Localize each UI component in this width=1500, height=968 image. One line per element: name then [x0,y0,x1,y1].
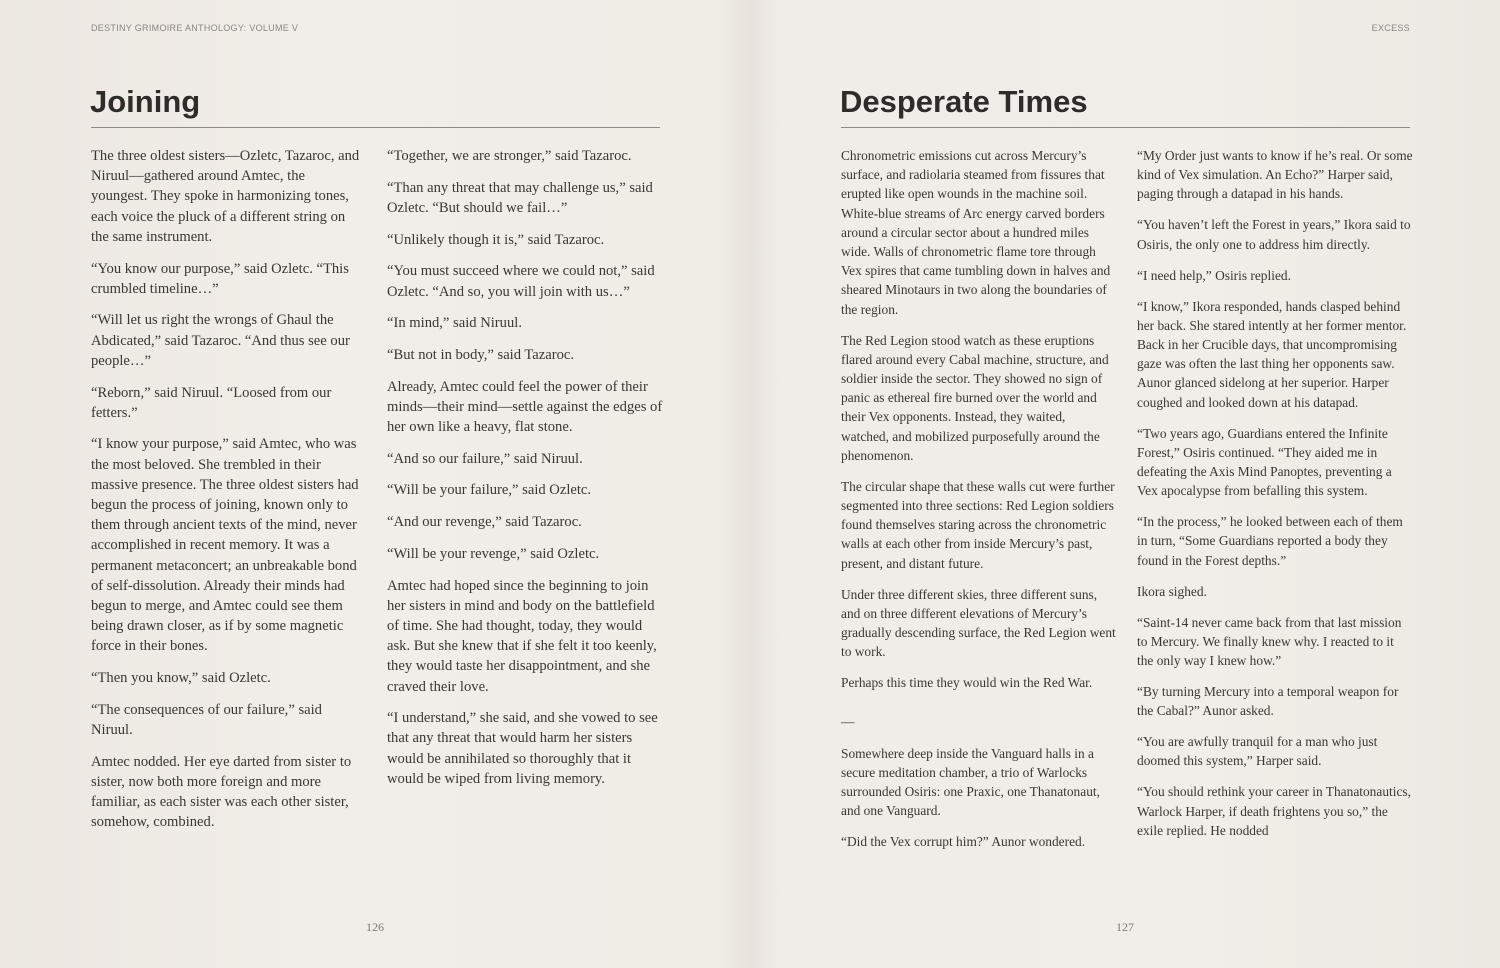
paragraph: Somewhere deep inside the Vanguard halls in a secure meditation chamber, a trio of Warlocks surrounded Osiris: one Praxic, one Thanatonaut, and one Vanguard. [841,745,1100,819]
paragraph: “And so our failure,” said Niruul. [387,450,583,467]
title-divider-left [91,127,660,128]
page-number-right: 127 [1116,920,1134,934]
running-head-left: DESTINY GRIMOIRE ANTHOLOGY: VOLUME V [91,23,299,33]
paragraph: “Unlikely though it is,” said Tazaroc. [387,231,605,248]
paragraph: “And our revenge,” said Tazaroc. [387,514,582,531]
paragraph: The three oldest sisters—Ozletc, Tazaroc, and Niruul—gathered around Amtec, the youngest. They spoke in harmonizing tones, each voice the pluck of a different string on the same instrument. [91,148,360,245]
paragraph: “Then you know,” said Ozletc. [91,670,271,687]
paragraph: “Together, we are stronger,” said Tazaroc. [387,148,632,164]
paragraph: “Than any threat that may challenge us,” said Ozletc. “But should we fail…” [387,179,653,216]
paragraph: “You should rethink your career in Thanatonautics, Warlock Harper, if death frightens you so,” the exile replied. He nodded [1137,784,1411,838]
paragraph: “You haven’t left the Forest in years,” Ikora said to Osiris, the only one to address him directly. [1137,217,1411,252]
paragraph: “I know,” Ikora responded, hands clasped behind her back. She stared intently at her former mentor. Back in her Crucible days, that uncompromising gaze was often the last thing her opponents saw. Aunor glanced sidelong at her superior. Harper coughed and looked down at his datapad. [1137,298,1407,410]
paragraph: Perhaps this time they would win the Red War. [841,675,1093,691]
paragraph: Amtec had hoped since the beginning to join her sisters in mind and body on the battlefield of time. She had thought, today, they would ask. But she knew that if she felt it too keenly, they would taste her disappointment, and she craved their love. [387,577,657,695]
paragraph: “Did the Vex corrupt him?” Aunor wondered. [841,834,1086,850]
paragraph: “I understand,” she said, and she vowed to see that any threat that would harm her sisters would be annihilated so thoroughly that it would be wiped from living memory. [387,710,658,787]
paragraph: “You must succeed where we could not,” said Ozletc. “And so, you will join with us…” [387,263,655,300]
paragraph: “Will be your failure,” said Ozletc. [387,482,592,499]
paragraph: “Saint-14 never came back from that last mission to Mercury. We finally knew why. I reacted to it the only way I knew how.” [1137,614,1402,669]
paragraph: “You know our purpose,” said Ozletc. “This crumbled timeline…” [91,260,349,297]
paragraph: “Reborn,” said Niruul. “Loosed from our fetters.” [91,384,332,421]
paragraph: “You are awfully tranquil for a man who just doomed this system,” Harper said. [1137,734,1378,769]
paragraph: “Two years ago, Guardians entered the Infinite Forest,” Osiris continued. “They aided me in defeating the Axis Mind Panoptes, preventing a Vex apocalypse from befalling this system. [1137,425,1392,499]
section-break-dash: — [841,714,855,730]
running-head-right: EXCESS [1371,23,1410,33]
paragraph: “My Order just wants to know if he’s real. Or some kind of Vex simulation. An Echo?” Harper said, paging through a datapad in his hands. [1137,148,1413,202]
page-number-left: 126 [366,920,384,934]
paragraph: “The consequences of our failure,” said Niruul. [91,701,322,739]
left-page-column-1 [91,146,363,844]
paragraph: “Will be your revenge,” said Ozletc. [387,545,600,562]
page-title-desperate-times: Desperate Times [840,84,1088,119]
paragraph: The Red Legion stood watch as these eruptions flared around every Cabal machine, structure, and soldier inside the sector. They showed no sign of panic as ethereal fire burned over the world and their Vex opponents. Instead, they waited, watched, and mobilized purposefully around the phenomenon. [841,332,1109,463]
title-divider-right [841,127,1410,128]
paragraph: Ikora sighed. [1137,583,1207,599]
paragraph: Already, Amtec could feel the power of their minds—their mind—settle against the edges of her own like a heavy, flat stone. [387,378,663,436]
right-page-column-2 [1137,146,1413,852]
page-title-joining: Joining [90,84,201,119]
paragraph: “By turning Mercury into a temporal weapon for the Cabal?” Aunor asked. [1137,684,1399,719]
paragraph: “In mind,” said Niruul. [387,315,522,332]
paragraph: “I know your purpose,” said Amtec, who was the most beloved. She trembled in their massive presence. The three oldest sisters had begun the process of joining, known only to them through ancient texts of the mind, never accomplished in recent memory. It was a permanent metaconcert; an unbreakable bond of self-dissolution. Already their minds had begun to merge, and Amtec could see them being drawn closer, as if by some magnetic force in their bones. [91,436,359,655]
paragraph: “In the process,” he looked between each of them in turn, “Some Guardians reported a body they found in the Forest depths.” [1137,514,1403,568]
paragraph: “Will let us right the wrongs of Ghaul the Abdicated,” said Tazaroc. “And thus see our people…” [91,312,350,369]
paragraph: Chronometric emissions cut across Mercury’s surface, and radiolaria steamed from fissures that erupted like open wounds in the machine soil. White-blue streams of Arc energy carved borders around a circular sector about a hundred miles wide. Walls of chronometric flame tore through Vex spires that came tumbling down in halves and sheared Minotaurs in two along the boundaries of the region. [841,148,1111,317]
left-page-column-2 [387,146,663,801]
paragraph: “I need help,” Osiris replied. [1137,267,1291,283]
paragraph: Under three different skies, three different suns, and on three different elevations of Mercury’s gradually descending surface, the Red Legion went to work. [841,586,1116,660]
paragraph: The circular shape that these walls cut were further segmented into three sections: Red Legion soldiers found themselves staring across the chronometric walls at each other from inside Mercury’s past, present, and distant future. [841,478,1115,571]
paragraph: Amtec nodded. Her eye darted from sister to sister, now both more foreign and more familiar, as each sister was each other sister, somehow, combined. [91,753,352,831]
paragraph: “But not in body,” said Tazaroc. [387,346,575,363]
right-page-column-1 [841,146,1116,863]
